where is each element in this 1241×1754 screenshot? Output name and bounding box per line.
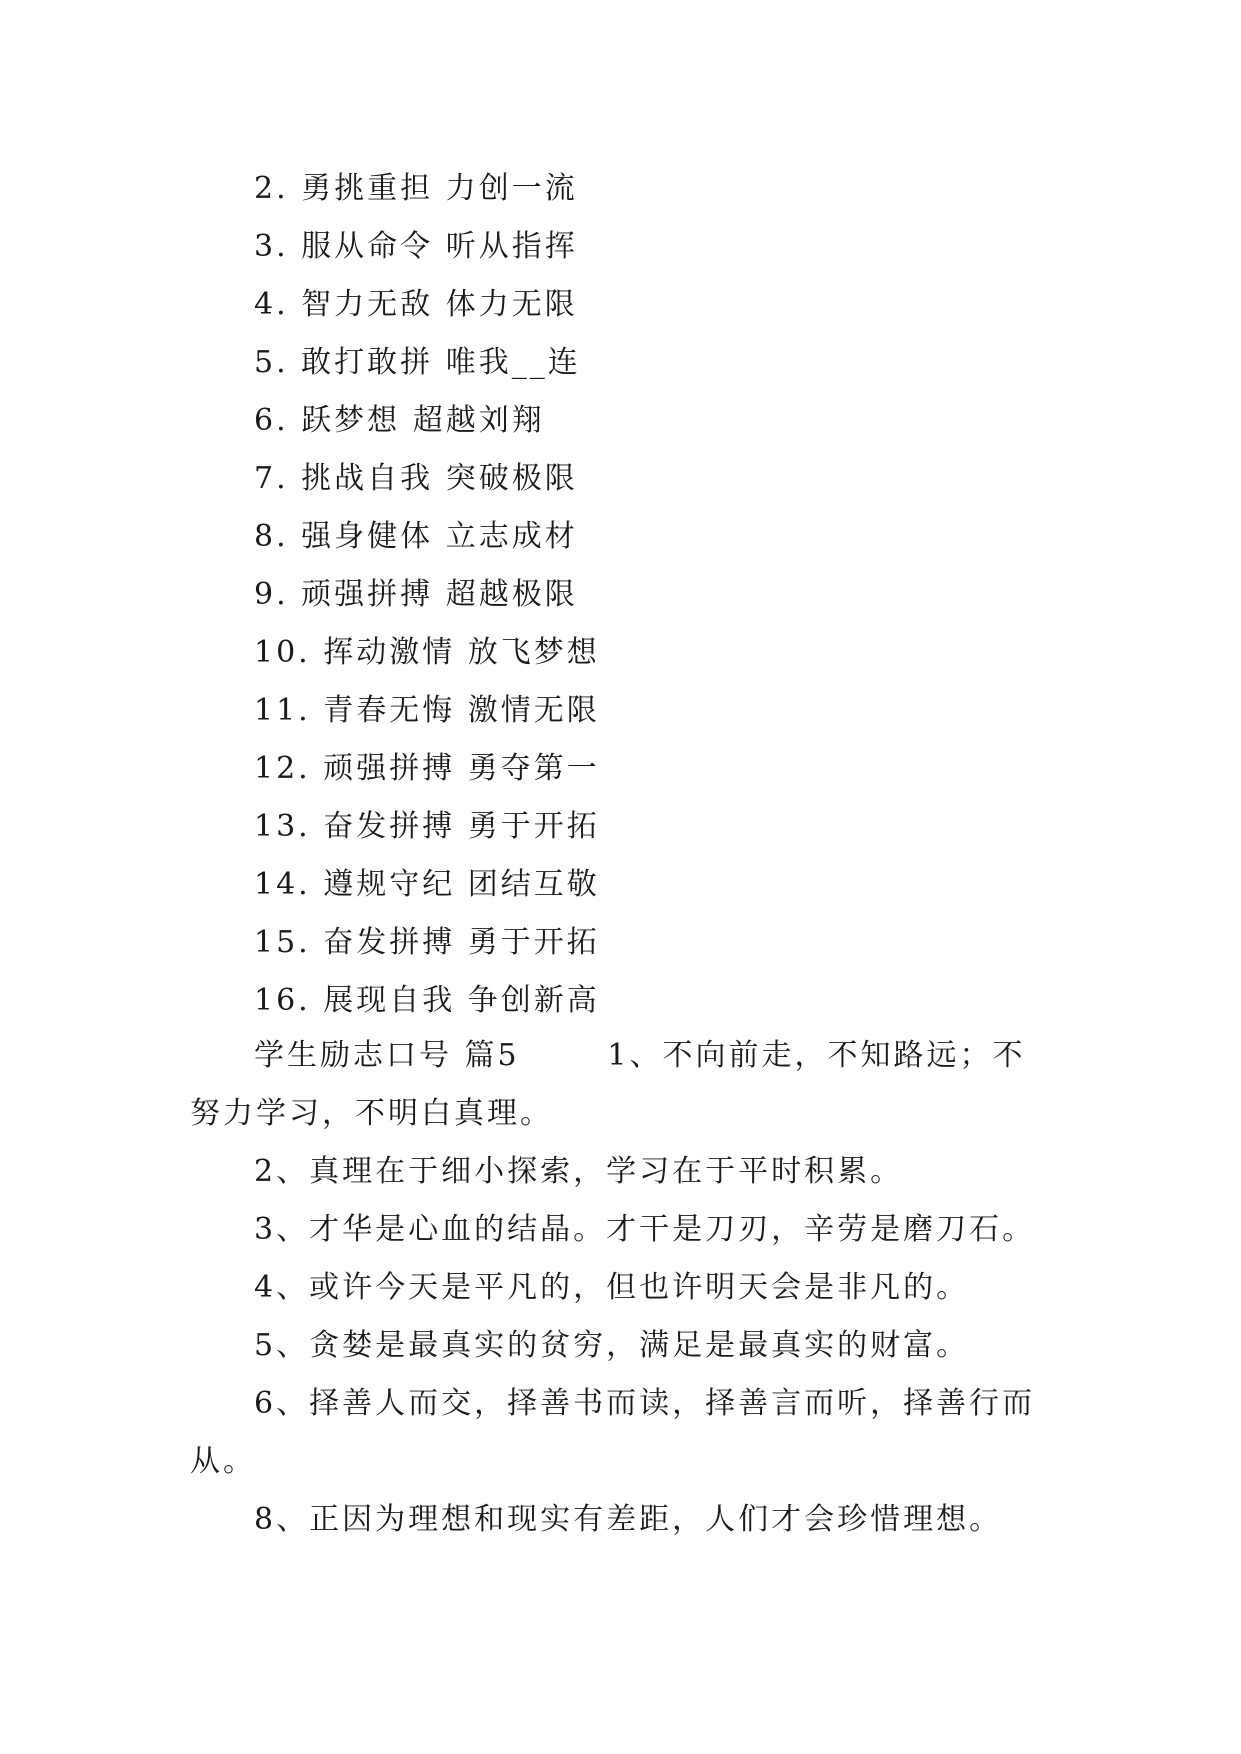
slogan-item: 14. 遵规守纪 团结互敬	[254, 867, 600, 902]
slogan-item: 8. 强身健体 立志成材	[254, 519, 578, 554]
paragraph: 4、或许今天是平凡的，但也许明天会是非凡的。	[254, 1270, 970, 1305]
slogan-item: 9. 顽强拼搏 超越极限	[254, 577, 578, 612]
paragraph: 6、择善人而交，择善书而读，择善言而听，择善行而从。	[190, 1386, 1036, 1479]
section-intro-paragraph	[190, 1027, 1050, 1143]
slogan-item: 10. 挥动激情 放飞梦想	[254, 635, 600, 670]
paragraph: 2、真理在于细小探索，学习在于平时积累。	[254, 1154, 904, 1189]
slogan-item: 7. 挑战自我 突破极限	[254, 461, 578, 496]
section-heading: 学生励志口号 篇5	[254, 1038, 520, 1073]
paragraph: 3、才华是心血的结晶。才干是刀刃，辛劳是磨刀石。	[254, 1212, 1036, 1247]
section-body	[190, 1027, 1050, 1549]
slogan-item: 11. 青春无悔 激情无限	[254, 693, 600, 728]
paragraph: 5、贪婪是最真实的贫穷，满足是最真实的财富。	[254, 1328, 970, 1363]
slogan-item: 5. 敢打敢拼 唯我__连	[254, 345, 581, 380]
slogan-item: 15. 奋发拼搏 勇于开拓	[254, 925, 600, 960]
slogan-item: 2. 勇挑重担 力创一流	[254, 171, 578, 206]
slogan-item: 13. 奋发拼搏 勇于开拓	[254, 809, 600, 844]
slogan-item: 16. 展现自我 争创新高	[254, 983, 600, 1018]
paragraph: 8、正因为理想和现实有差距，人们才会珍惜理想。	[254, 1502, 1003, 1537]
slogan-list	[254, 160, 600, 1030]
slogan-item: 4. 智力无敌 体力无限	[254, 287, 578, 322]
paragraph-text: 1、不向前走，不知路远；不努力学习，不明白真理。	[190, 1038, 1026, 1131]
slogan-item: 12. 顽强拼搏 勇夺第一	[254, 751, 600, 786]
slogan-item: 6. 跃梦想 超越刘翔	[254, 403, 545, 438]
slogan-item: 3. 服从命令 听从指挥	[254, 229, 578, 264]
